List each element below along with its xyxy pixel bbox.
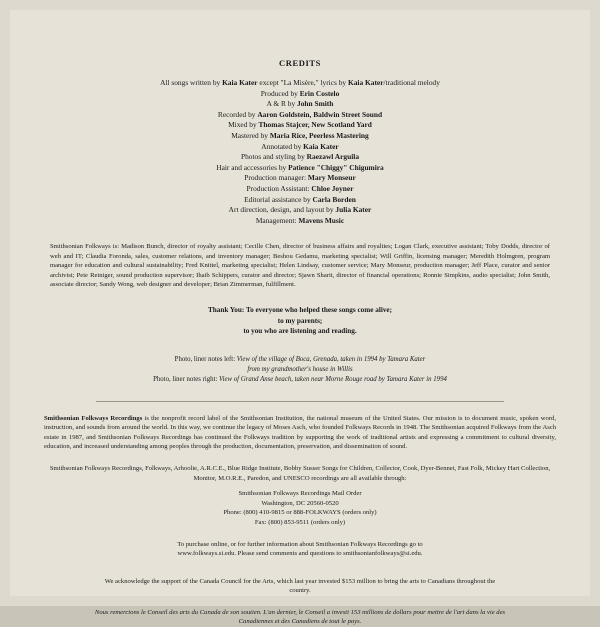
- credits-heading: CREDITS: [279, 58, 321, 68]
- sf-label: Smithsonian Folkways Recordings: [44, 414, 143, 422]
- online-note-line: www.folkways.si.edu. Please send comments and questions to smithsonianfolkways@si.edu.: [177, 550, 423, 558]
- thank-you-line: Thank You: To everyone who helped these songs come alive;: [207, 306, 393, 315]
- liner-notes-content: [10, 10, 590, 626]
- credit-line: All songs written by Kaia Kater except "La Misère," lyrics by Kaia Kater/traditional melody: [160, 78, 440, 87]
- credit-line: Photos and styling by Raezawl Arguila: [240, 152, 360, 162]
- online-note-line: To purchase online, or for further information about Smithsonian Folkways Recordings go to: [177, 540, 423, 548]
- credit-line: Produced by Erin Costelo: [260, 88, 340, 98]
- credits-list: [36, 78, 564, 226]
- credit-line: Annotated by Kaia Kater: [261, 141, 339, 151]
- credit-line: Mixed by Thomas Stajcer, New Scotland Yard: [228, 120, 372, 130]
- acknowledgment-fr: [36, 608, 564, 627]
- photo-credit-right: Photo, liner notes right: View of Grand Anse beach, taken near Morne Rouge road by Tamara Kater in 1994: [153, 375, 447, 383]
- credit-line: A & R by John Smith: [266, 99, 334, 109]
- divider: [96, 401, 504, 402]
- photo-credits: [36, 355, 564, 385]
- credit-line: Editorial assistance by Carla Borden: [244, 194, 356, 204]
- credit-line: Art direction, design, and layout by Julia Kater: [228, 205, 372, 215]
- thank-you-line: to my parents;: [277, 316, 323, 325]
- mail-order-line: Smithsonian Folkways Recordings Mail Order: [238, 490, 362, 498]
- photo-credit-left-cont: [36, 365, 564, 375]
- staff-paragraph: Smithsonian Folkways is: Madison Bunch, director of royalty assistant; Cecille Chen, director of business affairs and royalties; Logan Clark, executive assistant; Toby Dodds, director of web and IT; Claudia Foronda, sales, customer relations, and inventory manager; Beshou Gedamu, marketing specialist; Will Griffin, licensing manager; Meredith Holmgren, program manager for education and cultural sustainability; Fred Knittel, marketing specialist; Helen Lindsay, customer service; Mary Monseur, production manager; Jeff Place, curator and senior archivist; Pete Reiniger, sound production supervisor; Ihaib Schippers, curator and director; Sjawn Sharit, director of financial operations; Ronnie Simpkins, audio specialist; John Smith, associate director; Sandy Wong, web designer and developer; Brian Zimmerman, fulfillment.: [50, 243, 550, 288]
- acknowledgment-en: [36, 577, 564, 596]
- mail-order-phone: Phone: (800) 410-9815 or 888-FOLKWAYS (orders only): [223, 509, 377, 517]
- acknowledgment-en-line: We acknowledge the support of the Canada Council for the Arts, which last year invested $153 million to bring the arts to Canadians throughout the: [104, 577, 496, 585]
- acknowledgment-en-line: country.: [289, 587, 311, 595]
- photo-credit-left-cont-italic: from my grandmother's house in Willis: [247, 365, 353, 373]
- credit-line: Mastered by Maria Rice, Peerless Mastering: [231, 130, 369, 140]
- acknowledgment-fr-line: Canadiennes et des Canadiens de tout le pays.: [238, 618, 362, 626]
- availability-paragraph: Smithsonian Folkways Recordings, Folkways, Arhoolie, A.R.C.E., Blue Ridge Institute, Bobby Susser Songs for Children, Collector, Cook, Dyer-Bennet, Fast Folk, Mickey Hart Collection, Monitor, M.O.R.E., Paredon, and UNESCO recordings are all available through:: [49, 464, 551, 482]
- photo-credit-right-italic: View of Grand Anse beach, taken near Morne Rouge road by Tamara Kater in 1994: [219, 375, 447, 383]
- credit-line: Hair and accessories by Patience "Chiggy" Chigumira: [216, 162, 384, 172]
- thank-you-line: to you who are listening and reading.: [243, 327, 357, 336]
- mail-order-line: Washington, DC 20560-0520: [261, 499, 339, 507]
- acknowledgment-fr-line: Nous remercions le Conseil des arts du Canada de son soutien. L'an dernier, le Conseil a investi 153 millions de dollars pour mettre de l'art dans la vie des: [94, 608, 506, 616]
- credit-line: Production Assistant: Chloe Joyner: [246, 183, 354, 193]
- online-purchase-note: [36, 540, 564, 559]
- credit-line: Recorded by Aaron Goldstein, Baldwin Street Sound: [217, 109, 383, 119]
- sf-text: is the nonprofit record label of the Smithsonian Institution, the national museum of the United States. Our mission is to document music, spoken word, instruction, and sounds from around the world. In this way, we continue the legacy of Moses Asch, who founded Folkways Records in 1948. The Smithsonian acquired Folkways from the Asch estate in 1987, and Smithsonian Folkways Recordings has continued the Folkways tradition by supporting the work of traditional artists and expressing a commitment to cultural diversity, education, and increased understanding among peoples through the production, documentation, preservation, and dissemination of sound.: [44, 414, 556, 451]
- smithsonian-folkways-paragraph: [44, 414, 556, 452]
- thank-you-block: [36, 305, 564, 336]
- photo-credit-left: Photo, liner notes left: View of the village of Boca, Grenada, taken in 1994 by Tamara Kater: [174, 355, 426, 363]
- mail-order-fax: Fax: (800) 853-9511 (orders only): [254, 518, 346, 526]
- photo-credit-left-italic: View of the village of Boca, Grenada, taken in 1994 by Tamara Kater: [236, 355, 426, 363]
- mail-order-block: [36, 489, 564, 527]
- credit-line: Production manager: Mary Monseur: [244, 173, 356, 183]
- credit-line: Management: Mavens Music: [255, 215, 345, 225]
